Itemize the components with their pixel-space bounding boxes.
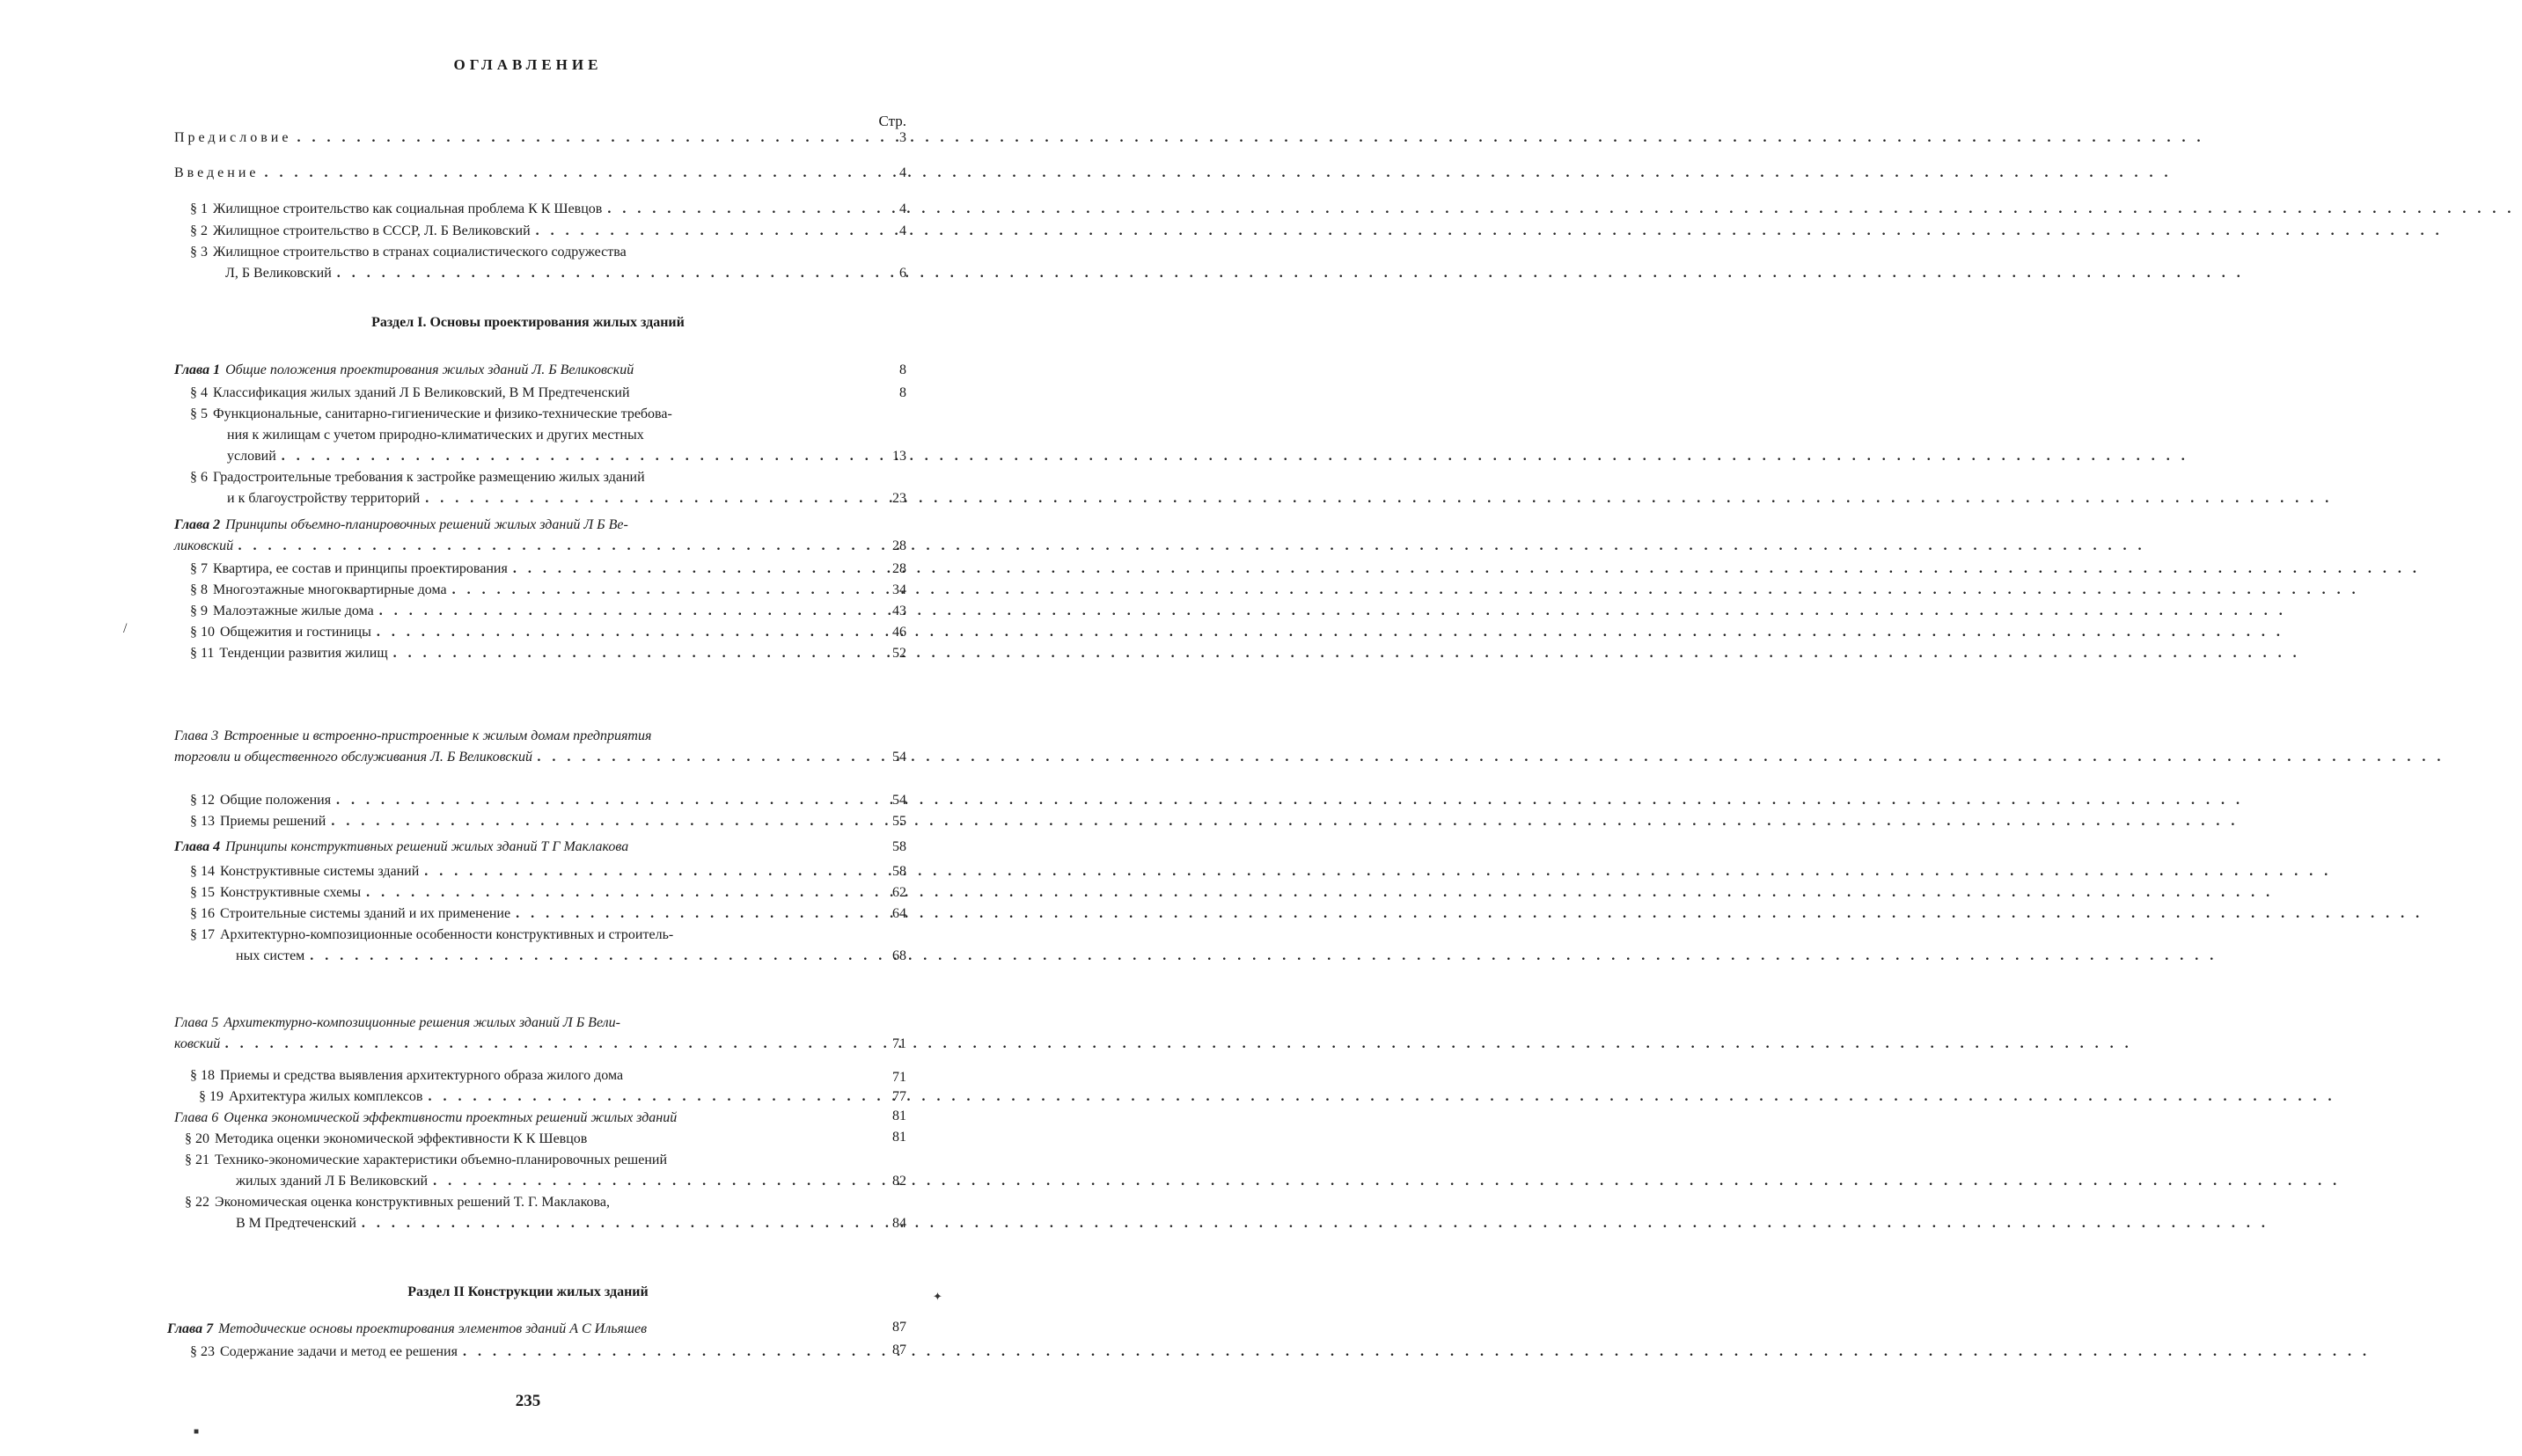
toc-entry-text: Приемы и средства выявления архитектурного образа жилого дома xyxy=(220,1068,624,1083)
paragraph-number: § 15 xyxy=(190,885,215,900)
toc-entry-paragraph xyxy=(190,926,852,945)
scan-mark: ■ xyxy=(194,1427,200,1437)
scan-mark: ✦ xyxy=(933,1290,942,1303)
toc-entry-chapter xyxy=(174,838,852,857)
dot-leader xyxy=(393,644,2308,663)
toc-page-number: 46 xyxy=(892,625,906,640)
dot-leader xyxy=(452,581,2367,600)
toc-page-number: 58 xyxy=(892,864,906,879)
paragraph-number: § 8 xyxy=(190,582,208,597)
dot-leader xyxy=(428,1087,2342,1107)
toc-page-number: 43 xyxy=(892,604,906,618)
toc-entry-paragraph xyxy=(190,791,852,810)
toc-entry-text: Тенденции развития жилищ xyxy=(219,646,388,661)
toc-page-number: 6 xyxy=(899,266,906,281)
toc-page-number: 82 xyxy=(892,1174,906,1189)
toc-entry-paragraph xyxy=(190,405,852,424)
toc-page-number: 71 xyxy=(892,1070,906,1085)
dot-leader xyxy=(379,602,2294,621)
toc-entry-text: Общие положения проектирования жилых зданий Л. Б Великовский xyxy=(225,362,634,377)
toc-entry-paragraph xyxy=(190,243,852,262)
toc-entry-chapter xyxy=(174,361,852,380)
toc-page-number: 8 xyxy=(899,362,906,377)
toc-entry-continuation xyxy=(236,1214,852,1233)
toc-entry-text: Функциональные, санитарно-гигиенические и физико-технические требова- xyxy=(213,406,672,421)
toc-entry-text: Общежития и гостиницы xyxy=(220,625,371,640)
toc-entry-text: Квартира, ее состав и принципы проектирования xyxy=(213,561,508,576)
paragraph-number: § 5 xyxy=(190,406,208,421)
dot-leader xyxy=(424,862,2339,882)
toc-page-number: 81 xyxy=(892,1108,906,1123)
chapter-label: Глава 7 xyxy=(167,1321,214,1336)
toc-entry-paragraph xyxy=(190,883,852,903)
paragraph-number: § 19 xyxy=(199,1089,224,1104)
paragraph-number: § 3 xyxy=(190,245,208,260)
toc-page-number: 58 xyxy=(892,839,906,854)
toc-entry-continuation xyxy=(174,537,852,556)
toc-entry-text: Многоэтажные многоквартирные дома xyxy=(213,582,447,597)
section-heading: Раздел I. Основы проектирования жилых зданий xyxy=(371,315,685,330)
toc-entry-paragraph xyxy=(190,862,852,882)
toc-entry-paragraph xyxy=(190,812,852,831)
dot-leader xyxy=(297,128,2211,148)
paragraph-number: § 23 xyxy=(190,1344,215,1359)
paragraph-number: § 21 xyxy=(185,1152,209,1167)
paragraph-number: § 13 xyxy=(190,814,215,829)
toc-entry-introduction xyxy=(174,164,852,183)
toc-page-number: 3 xyxy=(899,130,906,145)
section-heading: Раздел II Конструкции жилых зданий xyxy=(407,1284,649,1299)
toc-page-number: 4 xyxy=(899,165,906,180)
toc-entry-text: Градостроительные требования к застройке размещению жилых зданий xyxy=(213,470,645,485)
toc-entry-text: Конструктивные системы зданий xyxy=(220,864,420,879)
page-folio: 235 xyxy=(515,1392,541,1410)
toc-entry-text: ковский xyxy=(174,1036,221,1051)
toc-entry-text: Жилищное строительство как социальная проблема К К Шевцов xyxy=(213,201,603,216)
paragraph-number: § 9 xyxy=(190,604,208,618)
dot-leader xyxy=(536,222,2451,241)
toc-entry-paragraph xyxy=(190,602,852,621)
toc-entry-continuation xyxy=(236,1172,852,1191)
toc-page-number: 28 xyxy=(892,561,906,576)
toc-entry-paragraph xyxy=(190,200,852,219)
toc-entry-text: В М Предтеченский xyxy=(236,1216,356,1231)
toc-entry-text: Малоэтажные жилые дома xyxy=(213,604,374,618)
toc-page-number: 84 xyxy=(892,1216,906,1231)
toc-entry-text: Приемы решений xyxy=(220,814,326,829)
toc-entry-paragraph xyxy=(190,644,852,663)
paragraph-number: § 10 xyxy=(190,625,215,640)
toc-entry-text: Принципы объемно-планировочных решений жилых зданий Л Б Ве- xyxy=(225,517,628,532)
dot-leader xyxy=(516,904,2430,924)
toc-entry-chapter xyxy=(174,1108,852,1128)
toc-entry-chapter xyxy=(174,1013,852,1033)
toc-entry-text: Оценка экономической эффективности проектных решений жилых зданий xyxy=(224,1110,678,1125)
toc-page-number: 4 xyxy=(899,201,906,216)
toc-page-number: 4 xyxy=(899,223,906,238)
toc-entry-continuation xyxy=(174,748,852,767)
toc-entry-paragraph xyxy=(190,623,852,642)
paragraph-number: § 18 xyxy=(190,1068,215,1083)
toc-entry-text: Экономическая оценка конструктивных решений Т. Г. Маклакова, xyxy=(215,1195,610,1210)
toc-entry-text: Л, Б Великовский xyxy=(225,266,332,281)
paragraph-number: § 1 xyxy=(190,201,208,216)
toc-entry-text: Методика оценки экономической эффективности К К Шевцов xyxy=(215,1131,588,1146)
paragraph-number: § 11 xyxy=(190,646,215,661)
page-column-label: Стр. xyxy=(878,113,906,129)
toc-page-number: 81 xyxy=(892,1130,906,1145)
toc-entry-text: условий xyxy=(227,449,276,464)
paragraph-number: § 14 xyxy=(190,864,215,879)
toc-entry-preface xyxy=(174,128,852,148)
toc-entry-paragraph xyxy=(185,1193,852,1212)
toc-entry-text: Введение xyxy=(174,165,260,180)
toc-entry-continuation xyxy=(174,1035,852,1054)
chapter-label: Глава 3 xyxy=(174,728,219,743)
scan-mark: / xyxy=(123,621,128,636)
chapter-label: Глава 4 xyxy=(174,839,221,854)
toc-entry-text: Конструктивные схемы xyxy=(220,885,362,900)
toc-page-number: 23 xyxy=(892,491,906,506)
dot-leader xyxy=(336,791,2251,810)
dot-leader xyxy=(463,1343,2378,1362)
toc-entry-paragraph xyxy=(190,384,852,403)
chapter-label: Глава 5 xyxy=(174,1015,219,1030)
paragraph-number: § 2 xyxy=(190,223,208,238)
toc-entry-paragraph xyxy=(190,560,852,579)
toc-entry-text: Принципы конструктивных решений жилых зданий Т Г Маклакова xyxy=(225,839,629,854)
toc-entry-text: Жилищное строительство в странах социалистического содружества xyxy=(213,245,627,260)
toc-entry-paragraph xyxy=(190,222,852,241)
toc-page-number: 13 xyxy=(892,449,906,464)
toc-entry-text: Содержание задачи и метод ее решения xyxy=(220,1344,458,1359)
toc-entry-continuation xyxy=(227,447,852,466)
toc-entry-text: ных систем xyxy=(236,948,305,963)
toc-entry-paragraph xyxy=(199,1087,852,1107)
toc-entry-chapter xyxy=(167,1320,852,1339)
toc-entry-text: Встроенные и встроенно-пристроенные к жилым домам предприятия xyxy=(224,728,652,743)
toc-entry-text: Методические основы проектирования элементов зданий А С Ильяшев xyxy=(218,1321,648,1336)
toc-page-number: 34 xyxy=(892,582,906,597)
toc-page-number: 28 xyxy=(892,538,906,553)
dot-leader xyxy=(238,537,2153,556)
toc-entry-continuation xyxy=(227,489,852,509)
toc-page-number: 87 xyxy=(892,1343,906,1357)
toc-entry-text: Строительные системы зданий и их применение xyxy=(220,906,511,921)
toc-page-number: 55 xyxy=(892,814,906,829)
chapter-label: Глава 6 xyxy=(174,1110,219,1125)
toc-entry-continuation xyxy=(236,947,852,966)
toc-entry-paragraph xyxy=(190,581,852,600)
dot-leader xyxy=(225,1035,2140,1054)
dot-leader xyxy=(366,883,2281,903)
paragraph-number: § 20 xyxy=(185,1131,209,1146)
toc-entry-continuation xyxy=(225,264,852,283)
dot-leader xyxy=(310,947,2225,966)
toc-entry-text: Классификация жилых зданий Л Б Великовский, В М Предтеченский xyxy=(213,385,630,400)
paragraph-number: § 6 xyxy=(190,470,208,485)
chapter-label: Глава 1 xyxy=(174,362,221,377)
toc-page-number: 52 xyxy=(892,646,906,661)
toc-page-number: 54 xyxy=(892,793,906,808)
paragraph-number: § 16 xyxy=(190,906,215,921)
toc-entry-paragraph xyxy=(185,1130,852,1149)
dot-leader xyxy=(433,1172,2348,1191)
toc-entry-text: Жилищное строительство в СССР, Л. Б Великовский xyxy=(213,223,531,238)
dot-leader xyxy=(362,1214,2276,1233)
toc-entry-chapter xyxy=(174,727,852,746)
page-title: ОГЛАВЛЕНИЕ xyxy=(453,56,603,73)
toc-entry-text: жилых зданий Л Б Великовский xyxy=(236,1174,429,1189)
toc-page-number: 64 xyxy=(892,906,906,921)
toc-page-number: 62 xyxy=(892,885,906,900)
dot-leader xyxy=(538,748,2452,767)
paragraph-number: § 4 xyxy=(190,385,208,400)
dot-leader xyxy=(331,812,2246,831)
toc-entry-text: Технико-экономические характеристики объемно-планировочных решений xyxy=(215,1152,668,1167)
toc-page-number: 77 xyxy=(892,1089,906,1104)
dot-leader xyxy=(513,560,2428,579)
dot-leader xyxy=(265,164,2180,183)
toc-page-number: 8 xyxy=(899,385,906,400)
dot-leader xyxy=(282,447,2196,466)
dot-leader xyxy=(337,264,2252,283)
toc-entry-text: торговли и общественного обслуживания Л. Б Великовский xyxy=(174,750,532,765)
toc-entry-text: Общие положения xyxy=(220,793,332,808)
toc-entry-paragraph xyxy=(190,1066,852,1086)
dot-leader xyxy=(425,489,2340,509)
chapter-label: Глава 2 xyxy=(174,517,221,532)
paragraph-number: § 7 xyxy=(190,561,208,576)
toc-page-number: 68 xyxy=(892,948,906,963)
dot-leader xyxy=(377,623,2291,642)
toc-entry-paragraph xyxy=(190,904,852,924)
paragraph-number: § 12 xyxy=(190,793,215,808)
toc-entry-paragraph xyxy=(185,1151,852,1170)
toc-entry-text: ликовский xyxy=(174,538,234,553)
toc-entry-paragraph xyxy=(190,1343,852,1362)
paragraph-number: § 17 xyxy=(190,927,215,942)
toc-page-number: 54 xyxy=(892,750,906,765)
toc-page-number: 87 xyxy=(892,1320,906,1335)
toc-entry-continuation: ния к жилищам с учетом природно-климатических и других местных xyxy=(227,428,644,443)
toc-entry-paragraph xyxy=(190,468,852,487)
toc-entry-chapter xyxy=(174,516,852,535)
toc-entry-text: Предисловие xyxy=(174,130,292,145)
toc-entry-text: Архитектурно-композиционные особенности конструктивных и строитель- xyxy=(220,927,674,942)
paragraph-number: § 22 xyxy=(185,1195,209,1210)
toc-entry-text: Архитектура жилых комплексов xyxy=(229,1089,423,1104)
toc-entry-text: и к благоустройству территорий xyxy=(227,491,421,506)
toc-page-number: 71 xyxy=(892,1036,906,1051)
toc-entry-text: Архитектурно-композиционные решения жилых зданий Л Б Вели- xyxy=(224,1015,620,1030)
